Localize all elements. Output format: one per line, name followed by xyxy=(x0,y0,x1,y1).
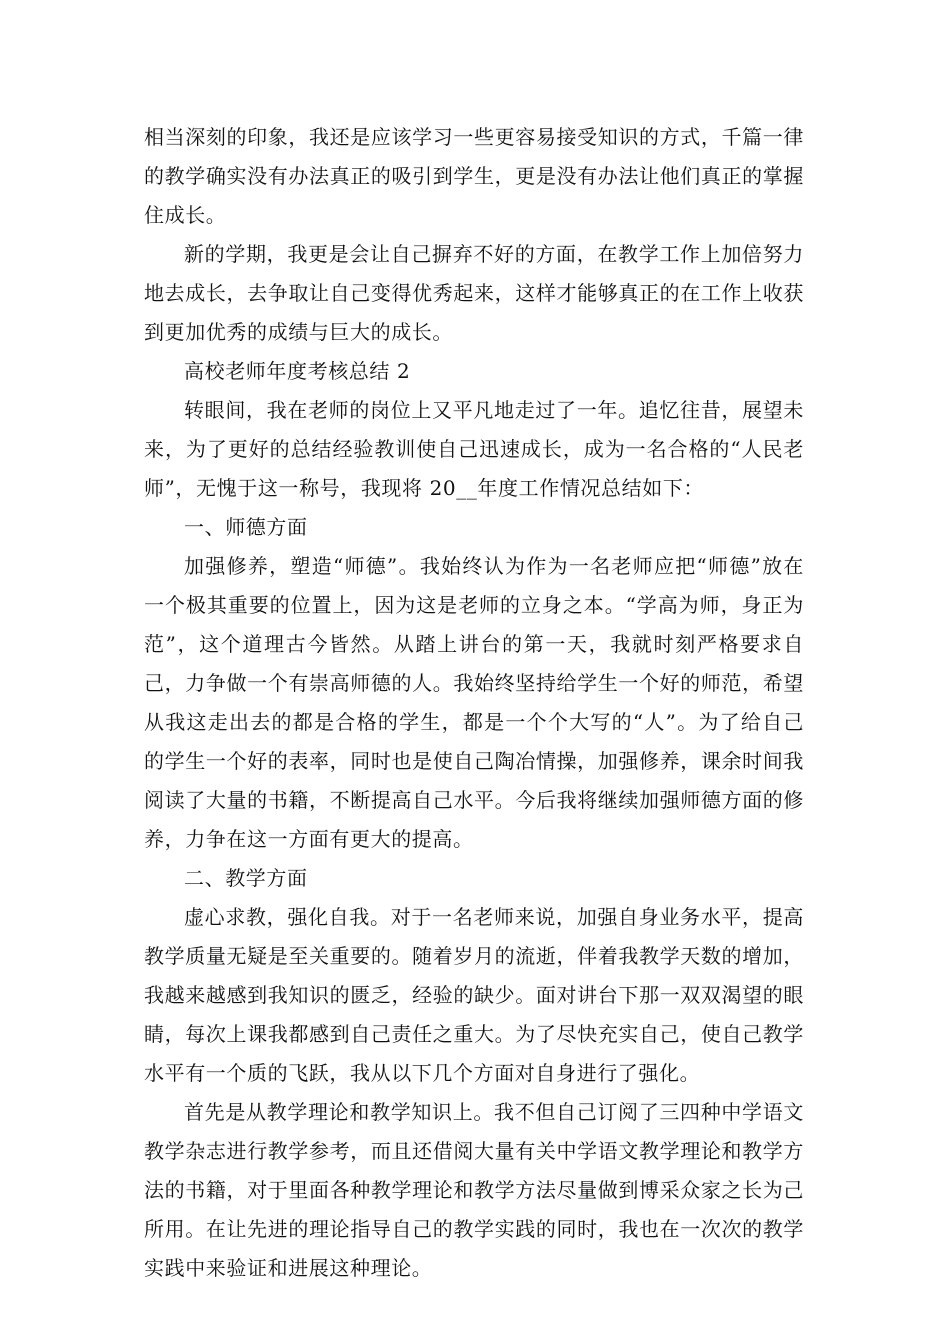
paragraph-theory: 首先是从教学理论和教学知识上。我不但自己订阅了三四种中学语文教学杂志进行教学参考，而且还借阅大量有关中学语文教学理论和教学方法的书籍，对于里面各种教学理论和教学方法尽量做到博采众家之长为己所用。在让先进的理论指导自己的教学实践的同时，我也在一次次的教学实践中来验证和进展这种理论。 xyxy=(144,1100,804,1280)
heading-teaching: 二、教学方面 xyxy=(184,866,308,890)
paragraph-new-semester: 新的学期，我更是会让自己摒弃不好的方面，在教学工作上加倍努力地去成长，去争取让自己变得优秀起来，这样才能够真正的在工作上收获到更加优秀的成绩与巨大的成长。 xyxy=(144,242,804,344)
paragraph-intro: 转眼间，我在老师的岗位上又平凡地走过了一年。追忆往昔，展望未来，为了更好的总结经验教训使自己迅速成长，成为一名合格的“人民老师”，无愧于这一称号，我现将 20__年度工作情况总结如下： xyxy=(144,398,804,500)
paragraph-teaching: 虚心求教，强化自我。对于一名老师来说，加强自身业务水平，提高教学质量无疑是至关重要的。随着岁月的流逝，伴着我教学天数的增加，我越来越感到我知识的匮乏，经验的缺少。面对讲台下那一双双渴望的眼睛，每次上课我都感到自己责任之重大。为了尽快充实自己，使自己教学水平有一个质的飞跃，我从以下几个方面对自身进行了强化。 xyxy=(144,905,804,1085)
paragraph-ethics: 加强修养，塑造“师德”。我始终认为作为一名老师应把“师德”放在一个极其重要的位置上，因为这是老师的立身之本。“学高为师，身正为范”，这个道理古今皆然。从踏上讲台的第一天，我就时刻严格要求自己，力争做一个有崇高师德的人。我始终坚持给学生一个好的师范，希望从我这走出去的都是合格的学生，都是一个个大写的“人”。为了给自己的学生一个好的表率，同时也是使自己陶冶情操，加强修养，课余时间我阅读了大量的书籍，不断提高自己水平。今后我将继续加强师德方面的修养，力争在这一方面有更大的提高。 xyxy=(144,554,804,851)
paragraph-continued: 相当深刻的印象，我还是应该学习一些更容易接受知识的方式，千篇一律的教学确实没有办法真正的吸引到学生，更是没有办法让他们真正的掌握住成长。 xyxy=(144,125,804,227)
section-title: 高校老师年度考核总结 2 xyxy=(184,359,411,383)
heading-ethics: 一、师德方面 xyxy=(184,515,308,539)
document-body xyxy=(144,118,804,1288)
